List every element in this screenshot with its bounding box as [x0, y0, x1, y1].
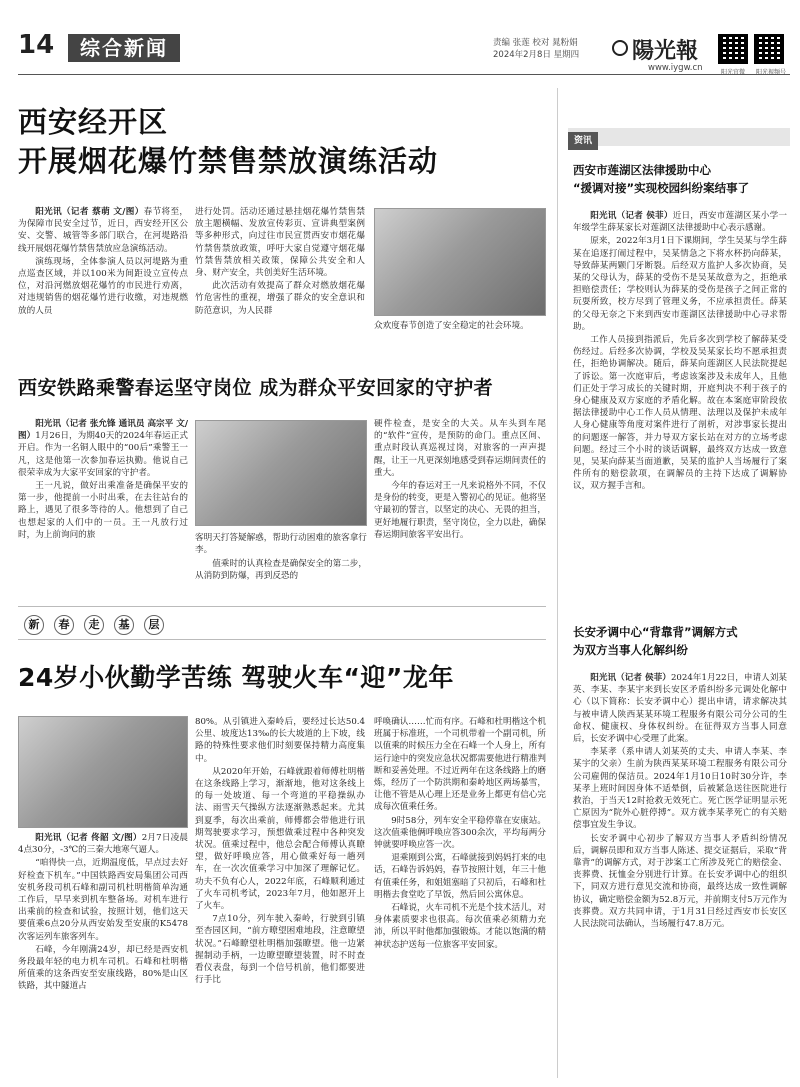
qr-label-official: 阳光官微 — [720, 69, 745, 76]
article2-photo — [195, 420, 367, 526]
sidebar-story2-byline: 阳光讯（记者 侯菲） — [590, 673, 671, 683]
article1-photo-caption: 众欢度春节创造了安全稳定的社会环境。 — [374, 321, 529, 331]
article2-photo-caption: 客明天打答疑解惑，帮助行动困难的旅客拿行李。 — [195, 533, 367, 556]
section-title: 综合新闻 — [68, 34, 180, 62]
banner-new-spring — [18, 606, 546, 640]
header-divider — [18, 74, 790, 75]
article3-byline: 阳光讯（记者 佟韶 文/图） — [35, 833, 142, 843]
article2-headline: 西安铁路乘警春运坚守岗位 成为群众平安回家的守护者 — [18, 377, 494, 399]
sidebar-story2-title-1: 长安矛调中心“背靠背”调解方式 — [573, 625, 738, 639]
sidebar-story2-title-2: 为双方当事人化解纠纷 — [573, 643, 688, 657]
qr-code-icon-2 — [754, 34, 784, 64]
article2-col3: 硬件检查，是安全的大关。从车头到车尾的“软件”宣传，是预防的命门。重点区间、重点时段认真巡视过岗，对旅客的一声声提醒，让王一凡更深刻地感受到春运期间责任的重大。 今年的春运对王一凡来说格外不同，不仅是身份的转变，更是入警初心的见证。他将坚守最初的誓言，以坚定的决心、无畏的担当，更好地履行职责，坚守岗位，全力以赴，确保春运期间旅客平安出行。 — [374, 419, 546, 540]
page-number: 14 — [18, 30, 55, 60]
banner-char-2: 春 — [54, 615, 74, 635]
logo-icon — [612, 40, 628, 56]
article1-col2: 进行处罚。活动还通过悬挂烟花爆竹禁售禁放主题横幅、发放宣传彩页、宣讲典型案例等多种形式，向过往市民宣贯西安市烟花爆竹禁售禁放政策，呼吁大家自觉遵守烟花爆竹禁售禁放相关政策，保障公共安全和人身、财产安全，共创美好生活环境。 此次活动有效提高了群众对燃放烟花爆竹危害性的重视，增强了群众的安全意识和防范意识，为人民群 — [195, 207, 365, 316]
sidebar-divider — [557, 88, 558, 1078]
article1-headline-line1: 西安经开区 — [18, 105, 169, 139]
article3-headline: 24岁小伙勤学苦练 驾驶火车“迎”龙年 — [18, 663, 454, 692]
sidebar-label-bar — [568, 128, 790, 146]
sidebar-story1-title-2: “援调对接”实现校园纠纷案结事了 — [573, 181, 750, 195]
newspaper-logo: 陽光報 — [632, 38, 699, 64]
article1-byline: 阳光讯（记者 蔡萌 文/图） — [35, 207, 144, 217]
banner-char-4: 基 — [114, 615, 134, 635]
editors-line: 责编 张莲 校对 晁粉娟 — [493, 38, 578, 48]
banner-char-1: 新 — [24, 615, 44, 635]
sidebar-story1-title-1: 西安市莲湖区法律援助中心 — [573, 163, 711, 177]
qr-code-icon — [718, 34, 748, 64]
issue-date: 2024年2月8日 星期四 — [493, 50, 580, 60]
article3-col3: 呼唤确认……忙而有序。石峰和杜明楷这个机班属于标准班，一个司机带着一个副司机，所以值乘的时候压力全在石峰一个人身上，所有运行途中的突发应急状况都需要他进行精准判断和妥善处理。不过近两年在这条线路上的磨炼，经历了一个防洪期和秦岭地区两场暴雪，让他不管是从心理上还是业务上都更有信心完成每次值乘任务。 9时58分，列车安全平稳停靠在安康站。这次值乘他俩呼唤应答300余次，平均每两分钟就要呼唤应答一次。 退乘刚到公寓，石峰就接到妈妈打来的电话，石峰告诉妈妈，春节按照计划，年三十他有值乘任务，和姐姐塞暗了只初后，石峰和杜明楷去食堂吃了早饭，然后回公寓休息。 石峰说，火车司机不光是个技术活儿，对身体素质要求也很高。每次值乘必须精力充沛，所以平时他都加强锻炼。才能以饱满的精神状态护送每一位旅客平安回家。 — [374, 717, 546, 950]
article1-headline-line2: 开展烟花爆竹禁售禁放演练活动 — [18, 144, 439, 178]
qr-label-video: 阳光视频号 — [755, 69, 786, 76]
banner-char-5: 层 — [144, 615, 164, 635]
article2-col1: 阳光讯（记者 张允锋 通讯员 高宗平 文/图）1月26日，为期40天的2024年春运正式开启。作为一名铜人眼中的“00后”乘警王一凡，这是他第一次参加春运执勤。他说自己很荣幸成为大家平安回家的守护者。 王一凡说，做好出乘准备是确保平安的第一步，他提前一小时出乘，在去往站台的路上，遇见了很多等待的人。他想到了自己也想起家的人们中的一员。王一凡放行过时，为上前询问的旅 — [18, 419, 188, 540]
article3-photo — [18, 716, 188, 828]
sidebar-label: 资讯 — [568, 132, 598, 150]
sidebar-story2-body: 阳光讯（记者 侯菲）2024年1月22日，申请人刘某英、李某、李某宇来到长安区矛盾纠纷多元调处化解中心（以下简称：长安矛调中心）提出申请，请求解决其与被申请人陕西某某环境工程服务有限公司分公司的生命权、健康权、身体权纠纷。在征得双方当事人同意后，长安矛调中心受理了此案。 李某孝（系申请人刘某英的丈夫、申请人李某、李某宇的父亲）生前为陕西某某环境工程服务有限公司分公司雇佣的保洁员。2024年1月10日10时30分许，李某孝上班时间因身体不适晕倒，后被紧急送往医院进行救治，于当天12时抢救无效死亡。死亡医学证明显示死亡原因为“院外心脏停搏”。双方就李某孝死亡的有关赔偿事宜发生争议。 长安矛调中心初步了解双方当事人矛盾纠纷情况后，调解员即和双方当事人陈述、提交证据后，采取“背靠背”的调解方式，对于涉案工亡所涉及死亡的赔偿金、丧葬费、抚恤金分别进行计算。在长安矛调中心的组织下，同双方进行意见交流和协商，最终达成一致性调解协议，确定赔偿金额为52.8万元，并前期支付5万元作为丧葬费。双方共同申请，于1月31日经过西安市长安区人民法院司法确认，当场履行47.8万元。 — [573, 673, 787, 930]
article3-col2: 80%。从引镇进入秦岭后，要经过长达50.4公里、坡度达13‰的长大坡道的上下坡，线路的特殊性要求他们时刻要保持精力高度集中。 从2020年开始，石峰就跟着师傅杜明楷在这条线路上学习，渐渐地，他对这条线上的每一处坡道、每一个弯道的平稳操纵办法、雨雪天气操纵方法逐渐熟悉起来。尤其到夏季，每次出乘前，师傅都会带他进行讯期驾驶要求学习，预想做乘过程中各种突发状况。值乘过程中，他总会配合师傅认真瞭望，做好呼唤应答，用心做乘好每一趟列车，在一次次值乘学习中加深了理解记忆。功夫不负有心人，2022年底，石峰顺利通过了火车司机考试，2023年7月，他如愿开上了火车。 7点10分，列车驶入秦岭，行驶到引镇至杏园区间，“前方暸望困难地段，注意瞭望状况。”石峰瞭望杜明楷加强瞭望。他一边紧握制动手柄，一边瞭望瞭望装置，时不时查看仪表盘，每到一个信号机前，他们都要进行手比 — [195, 717, 365, 986]
article2-col2: 值乘时的认真检查是确保安全的第二步，从消防到防爆，再到反恐的 — [195, 559, 367, 582]
article2-byline: 阳光讯（记者 张允锋 通讯员 高宗平 文/图） — [18, 419, 188, 442]
website-url: www.iygw.cn — [648, 63, 703, 73]
article1-col1: 阳光讯（记者 蔡萌 文/图）春节将至，为保障市民安全过节，近日，西安经开区公安、交警、城管等多部门联合，在河堤路沿线开展烟花爆竹禁售禁放应急演练活动。 演练现场，全体参演人员以河堤路为重点巡查区域，并以100米为间距设立宣传点位，对沿河燃放烟花爆竹的市民进行劝离，对违规销售的烟花爆竹进行收缴，对违规燃放的人员 — [18, 207, 188, 316]
sidebar-story1-byline: 阳光讯（记者 侯菲） — [590, 211, 673, 221]
banner-char-3: 走 — [84, 615, 104, 635]
article1-photo — [374, 208, 546, 316]
sidebar-story1-body: 阳光讯（记者 侯菲）近日，西安市莲湖区某小学一年级学生薛某家长对莲湖区法律援助中心表示感谢。 原来，2022年3月1日下课期间，学生吴某与学生薛某在追逐打闹过程中，吴某情急之下将水杯扔向薛某，导致薛某两颗门牙断裂。后经双方监护人多次协商，吴某的父母认为，薛某的受伤不是吴某故意为之，拒绝承担赔偿责任；学校则认为薛某的受伤是孩子之间正常的玩耍所致，校方尽到了管理义务，不应承担责任。薛某的父母无奈之下来到西安市莲湖区法律援助中心寻求帮助。 工作人员接到指派后，先后多次到学校了解薛某受伤经过。后经多次协调，学校及吴某家长均不愿承担责任，拒绝协调解决。随后，薛某向莲湖区人民法院提起了诉讼。第一次庭审后，考虑该案涉及未成年人，且他们正处于学习成长的关键时期，开庭判决不利于孩子的身心健康及双方家庭的矛盾化解。故在本案庭审阶段依据法律援助中心工作人员从情理、法理以及保护未成年人身心健康等角度对案件进行了剖析，对涉事家长提出的问题逐一解答，并力导双方家长站在对方的立场考虑问题。经过三个小时的谈话调解，最终双方达成一致意见，吴某向薛某当面道歉，吴某的监护人当场履行了案件所有的赔偿款项，在调解员的主持下达成了调解协议，双方握手言和。 — [573, 211, 787, 492]
article3-col1: 阳光讯（记者 佟韶 文/图）2月7日凌晨4点30分，-3℃的三秦大地寒气逼人。 “咱得快一点，近期温度低，早点过去好好检查下机车。”中国铁路西安局集团公司西安机务段司机石峰和副司机杜明楷简单沟通工作后，早早来到机车整备场。对机车进行出乘前的检查和试验，按照计划，他们这天要值乘6点20分从西安始发至安康的K5478次客运列车旅客列车。 石峰，今年刚满24岁，却已经是西安机务段最年轻的电力机车司机。石峰和杜明楷所值乘的这条西安至安康线路，80%是山区铁路，其中隧道占 — [18, 833, 189, 992]
